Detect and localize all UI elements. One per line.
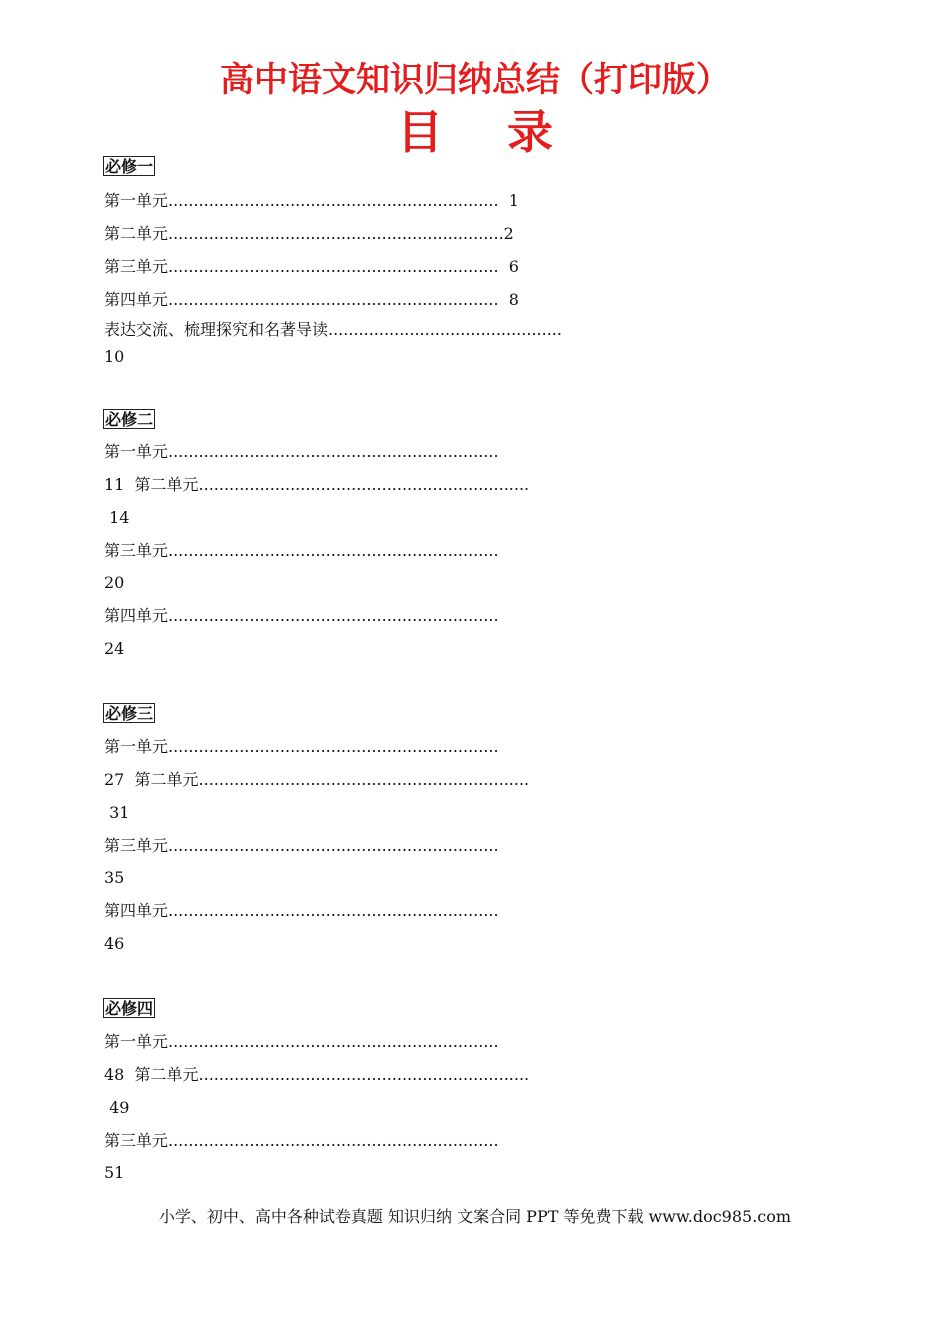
toc-page-number: 24 bbox=[104, 639, 125, 658]
document-title: 高中语文知识归纳总结（打印版） bbox=[220, 60, 730, 100]
toc-page-number: 20 bbox=[104, 573, 125, 592]
toc-entry[interactable]: 第二单元..................................................................2 bbox=[104, 224, 514, 243]
toc-page-number: 46 bbox=[104, 934, 125, 953]
section-heading-required-2: 必修二 bbox=[105, 410, 154, 429]
section-heading-required-4: 必修四 bbox=[105, 999, 154, 1018]
toc-page-number: 35 bbox=[104, 868, 125, 887]
toc-entry[interactable]: 第四单元................................................................. bbox=[104, 606, 499, 625]
toc-entry[interactable]: 第一单元................................................................. bbox=[104, 737, 499, 756]
toc-page-number: 14 bbox=[104, 508, 130, 527]
toc-entry[interactable]: 第三单元................................................................. bbox=[104, 1131, 499, 1150]
page-footer: 小学、初中、高中各种试卷真题 知识归纳 文案合同 PPT 等免费下载 www.doc985.com bbox=[158, 1207, 792, 1226]
toc-entry[interactable]: 第四单元................................................................. 8 bbox=[104, 290, 519, 309]
toc-entry[interactable]: 第一单元................................................................. bbox=[104, 1032, 499, 1051]
toc-entry[interactable]: 第三单元................................................................. bbox=[104, 836, 499, 855]
toc-entry[interactable]: 第三单元................................................................. bbox=[104, 541, 499, 560]
toc-entry[interactable]: 第一单元................................................................. bbox=[104, 442, 499, 461]
toc-page-number: 10 bbox=[104, 347, 125, 366]
toc-entry[interactable]: 48 第二单元................................................................. bbox=[104, 1065, 530, 1084]
toc-entry[interactable]: 第四单元................................................................. bbox=[104, 901, 499, 920]
toc-page-number: 49 bbox=[104, 1098, 130, 1117]
section-heading-required-1: 必修一 bbox=[105, 157, 154, 176]
toc-entry[interactable]: 表达交流、梳理探究和名著导读.............................................. bbox=[104, 320, 562, 339]
section-heading-required-3: 必修三 bbox=[105, 704, 154, 723]
toc-page-number: 51 bbox=[104, 1163, 125, 1182]
toc-page-number: 31 bbox=[104, 803, 130, 822]
toc-heading: 目录 bbox=[397, 105, 617, 159]
toc-entry[interactable]: 27 第二单元................................................................. bbox=[104, 770, 530, 789]
toc-entry[interactable]: 11 第二单元................................................................. bbox=[104, 475, 530, 494]
toc-entry[interactable]: 第一单元................................................................. 1 bbox=[104, 191, 519, 210]
toc-entry[interactable]: 第三单元................................................................. 6 bbox=[104, 257, 519, 276]
